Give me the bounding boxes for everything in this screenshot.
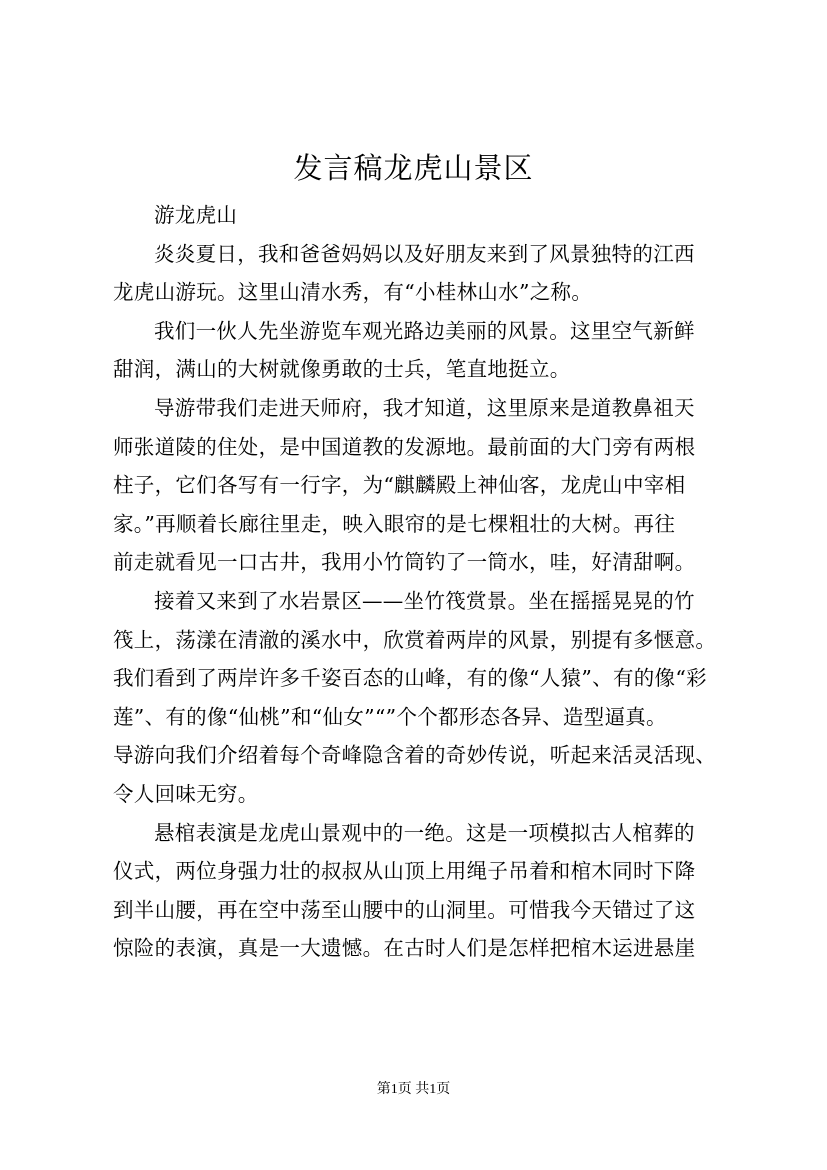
body-line: 筏上，荡漾在清澈的溪水中，欣赏着两岸的风景，别提有多惬意。 xyxy=(113,627,717,652)
document-title: 发言稿龙虎山景区 xyxy=(293,151,534,185)
body-line: 接着又来到了水岩景区——坐竹筏赏景。坐在摇摇晃晃的竹 xyxy=(154,588,695,613)
body-line: 龙虎山游玩。这里山清水秀，有“小桂林山水”之称。 xyxy=(113,280,593,305)
body-line: 到半山腰，再在空中荡至山腰中的山洞里。可惜我今天错过了这 xyxy=(113,897,696,922)
body-line: 家。”再顺着长廊往里走，映入眼帘的是七棵粗壮的大树。再往 xyxy=(113,511,676,536)
document-body xyxy=(113,196,738,968)
body-line: 甜润，满山的大树就像勇敢的士兵，笔直地挺立。 xyxy=(113,357,571,382)
body-line: 柱子，它们各写有一行字，为“麒麟殿上神仙客，龙虎山中宰相 xyxy=(113,473,686,498)
body-line: 前走就看见一口古井，我用小竹筒钓了一筒水，哇，好清甜啊。 xyxy=(113,550,696,575)
page-footer: 第1页 共1页 xyxy=(376,1082,451,1097)
body-line: 炎炎夏日，我和爸爸妈妈以及好朋友来到了风景独特的江西 xyxy=(154,241,695,266)
body-line: 悬棺表演是龙虎山景观中的一绝。这是一项模拟古人棺葬的 xyxy=(154,820,695,845)
body-line: 我们看到了两岸许多千姿百态的山峰，有的像“人猿”、有的像“彩 xyxy=(113,666,707,691)
body-line: 我们一伙人先坐游览车观光路边美丽的风景。这里空气新鲜 xyxy=(154,318,695,343)
body-line: 仪式，两位身强力壮的叔叔从山顶上用绳子吊着和棺木同时下降 xyxy=(113,859,696,884)
body-line: 导游带我们走进天师府，我才知道，这里原来是道教鼻祖天 xyxy=(154,395,695,420)
body-line: 导游向我们介绍着每个奇峰隐含着的奇妙传说，听起来活灵活现、 xyxy=(113,743,717,768)
body-line: 游龙虎山 xyxy=(154,203,238,227)
body-line: 师张道陵的住处，是中国道教的发源地。最前面的大门旁有两根 xyxy=(113,434,696,459)
body-line: 莲”、有的像“仙桃”和“仙女”“”个个都形态各异、造型逼真。 xyxy=(113,704,667,729)
body-line: 令人回味无穷。 xyxy=(113,781,259,806)
body-line: 惊险的表演，真是一大遗憾。在古时人们是怎样把棺木运进悬崖 xyxy=(113,936,696,961)
